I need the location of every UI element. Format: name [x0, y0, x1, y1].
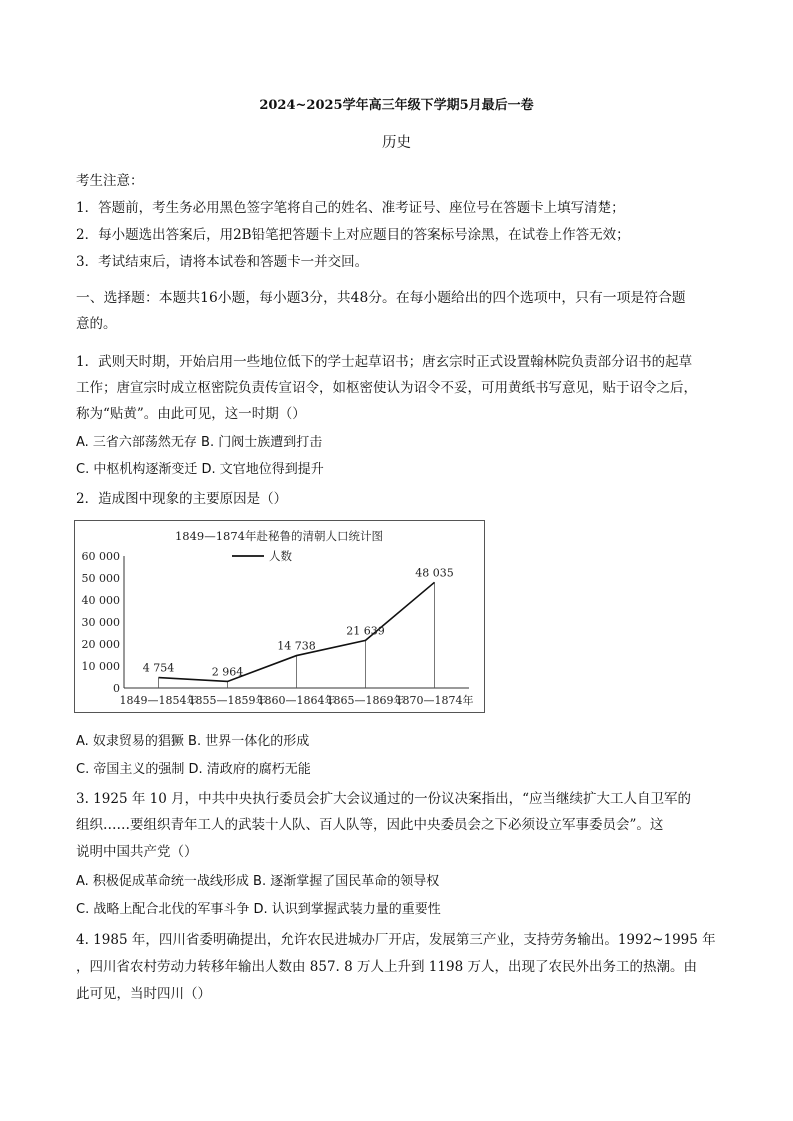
question-stem-line: 称为“贴黄”。由此可见，这一时期（） — [76, 406, 306, 422]
question-stem-line: 此可见，当时四川（） — [76, 986, 211, 1002]
question-stem-line: 说明中国共产党（） — [76, 844, 198, 860]
data-label: 48 035 — [415, 566, 454, 580]
x-tick-label: 1855—1859年 — [188, 694, 267, 707]
data-label: 21 639 — [346, 624, 385, 638]
question-options: A. 三省六部荡然无存 B. 门阀士族遭到打击 — [76, 435, 323, 450]
notice-item: 3．考试结束后，请将本试卷和答题卡一并交回。 — [76, 254, 369, 270]
y-tick-label: 10 000 — [81, 660, 120, 673]
question-stem-line: 工作；唐宣宗时成立枢密院负责传宣诏令，如枢密使认为诏令不妥，可用黄纸书写意见，贴于诏令之后， — [76, 380, 697, 396]
subject-title: 历史 — [382, 135, 411, 151]
section-heading-cont: 意的。 — [76, 316, 117, 332]
x-tick-label: 1860—1864年 — [257, 694, 336, 707]
question-options: A. 奴隶贸易的猖獗 B. 世界一体化的形成 — [76, 734, 310, 749]
notice-item: 1．答题前，考生务必用黑色签字笔将自己的姓名、准考证号、座位号在答题卡上填写清楚； — [76, 200, 625, 216]
data-label: 4 754 — [142, 661, 175, 675]
question-stem-line: 组织……要组织青年工人的武装十人队、百人队等，因此中央委员会之下必须设立军事委员会”。这 — [76, 817, 664, 833]
y-tick-label: 60 000 — [81, 550, 120, 563]
question-options: C. 战略上配合北伐的军事斗争 D. 认识到掌握武装力量的重要性 — [76, 902, 441, 917]
question-stem-line: 1．武则天时期，开始启用一些地位低下的学士起草诏书；唐玄宗时正式设置翰林院负责部分诏书的起草 — [76, 354, 693, 370]
data-label: 14 738 — [277, 639, 316, 653]
y-tick-label: 30 000 — [81, 616, 120, 629]
x-tick-label: 1870—1874年 — [395, 694, 474, 707]
question-options: A. 积极促成革命统一战线形成 B. 逐渐掌握了国民革命的领导权 — [76, 874, 440, 889]
y-tick-label: 20 000 — [81, 638, 120, 651]
legend-label: 人数 — [269, 549, 292, 563]
x-tick-label: 1865—1869年 — [326, 694, 405, 707]
question-options: C. 中枢机构逐渐变迁 D. 文官地位得到提升 — [76, 462, 324, 477]
data-label: 2 964 — [211, 665, 244, 679]
question-stem-line: 4. 1985 年，四川省委明确提出，允许农民进城办厂开店，发展第三产业，支持劳务输出。1992~1995 年 — [76, 932, 716, 948]
y-tick-label: 40 000 — [81, 594, 120, 607]
x-tick-label: 1849—1854年 — [119, 694, 198, 707]
chart-title: 1849—1874年赴秘鲁的清朝人口统计图 — [174, 529, 384, 543]
section-heading: 一、选择题：本题共16小题，每小题3分，共48分。在每小题给出的四个选项中，只有一项是符合题 — [76, 290, 686, 306]
question-options: C. 帝国主义的强制 D. 清政府的腐朽无能 — [76, 762, 311, 777]
exam-title: 2024~2025学年高三年级下学期5月最后一卷 — [259, 98, 534, 113]
y-tick-label: 0 — [113, 682, 120, 695]
notice-item: 2．每小题选出答案后，用2B铅笔把答题卡上对应题目的答案标号涂黑，在试卷上作答无效； — [76, 227, 630, 243]
population-line-chart — [74, 520, 485, 713]
question-stem-line: ，四川省农村劳动力转移年输出人数由 857. 8 万人上升到 1198 万人，出现了农民外出务工的热潮。由 — [76, 959, 697, 975]
y-tick-label: 50 000 — [81, 572, 120, 585]
notice-heading: 考生注意： — [76, 173, 144, 189]
question-stem-line: 2．造成图中现象的主要原因是（） — [76, 491, 288, 507]
question-stem-line: 3. 1925 年 10 月，中共中央执行委员会扩大会议通过的一份议决案指出，“应当继续扩大工人自卫军的 — [76, 791, 691, 807]
